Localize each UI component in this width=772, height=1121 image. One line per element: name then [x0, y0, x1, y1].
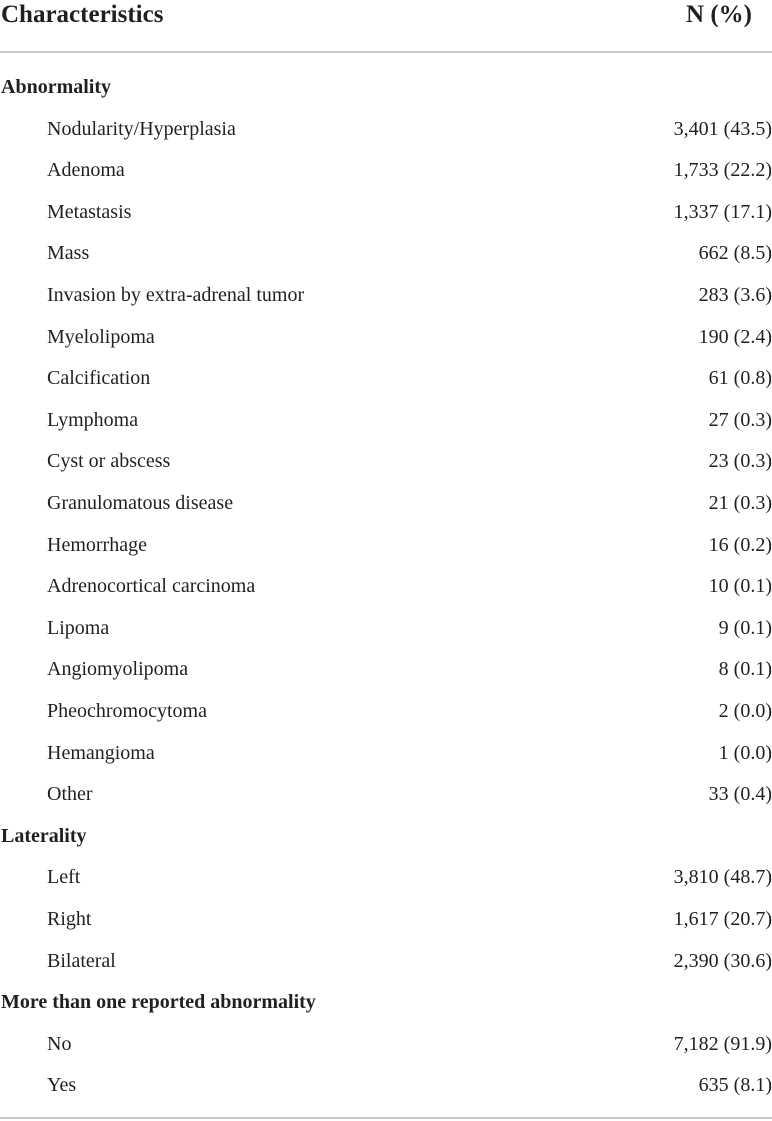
table-row [0, 402, 772, 438]
row-value: 1,733 (22.2) [673, 159, 772, 182]
row-label: Calcification [47, 367, 151, 390]
table-row [0, 568, 772, 604]
row-value: 662 (8.5) [698, 242, 772, 265]
section-row [0, 69, 772, 105]
table-row [0, 1067, 772, 1103]
table-bottom-divider [0, 1117, 772, 1119]
row-label: Invasion by extra-adrenal tumor [47, 284, 305, 306]
row-value: 16 (0.2) [708, 533, 772, 556]
row-value: 3,810 (48.7) [673, 866, 772, 889]
row-label: No [47, 1032, 72, 1055]
table-header [0, 0, 772, 40]
table-row [0, 735, 772, 771]
row-label: Lymphoma [47, 408, 139, 431]
table-row [0, 651, 772, 687]
row-value: 283 (3.6) [698, 284, 772, 306]
table-row [0, 693, 772, 729]
table-row [0, 485, 772, 521]
row-label: Adrenocortical carcinoma [47, 575, 256, 598]
table-row [0, 194, 772, 230]
table-row [0, 319, 772, 355]
table-row [0, 610, 772, 646]
row-value: 10 (0.1) [708, 575, 772, 598]
table-row [0, 1026, 772, 1062]
table-row [0, 443, 772, 479]
row-label: Granulomatous disease [47, 492, 234, 514]
row-value: 190 (2.4) [698, 325, 772, 348]
row-label: Yes [47, 1074, 77, 1097]
row-value: 1,337 (17.1) [673, 200, 772, 223]
row-label: Pheochromocytoma [47, 700, 207, 722]
table-row [0, 943, 772, 979]
row-value: 2,390 (30.6) [673, 949, 772, 972]
row-label: Hemangioma [47, 741, 155, 764]
row-value: 33 (0.4) [708, 783, 772, 806]
row-label: Bilateral [47, 949, 116, 972]
section-label: More than one reported abnormality [1, 991, 316, 1014]
header-n-percent: N (%) [686, 1, 752, 28]
row-label: Angiomyolipoma [47, 658, 189, 681]
row-value: 21 (0.3) [708, 492, 772, 514]
row-label: Other [47, 783, 93, 806]
row-value: 61 (0.8) [708, 367, 772, 390]
section-row [0, 818, 772, 854]
row-value: 2 (0.0) [718, 700, 772, 722]
row-value: 8 (0.1) [718, 658, 772, 681]
row-value: 1 (0.0) [718, 741, 772, 764]
table-row [0, 776, 772, 812]
row-label: Left [47, 866, 81, 889]
row-value: 635 (8.1) [698, 1074, 772, 1097]
section-row [0, 984, 772, 1020]
section-label: Abnormality [1, 76, 111, 98]
table-row [0, 111, 772, 147]
table-row [0, 152, 772, 188]
row-label: Lipoma [47, 616, 110, 639]
row-label: Adenoma [47, 159, 125, 182]
row-value: 23 (0.3) [708, 450, 772, 473]
table-row [0, 277, 772, 313]
table-row [0, 901, 772, 937]
table-row [0, 235, 772, 271]
row-label: Hemorrhage [47, 533, 147, 556]
row-label: Right [47, 908, 92, 930]
row-value: 9 (0.1) [718, 616, 772, 639]
row-value: 27 (0.3) [708, 408, 772, 431]
header-divider [0, 51, 772, 53]
row-label: Cyst or abscess [47, 450, 171, 473]
row-label: Mass [47, 242, 90, 265]
row-label: Myelolipoma [47, 325, 155, 348]
row-label: Metastasis [47, 200, 132, 223]
row-value: 1,617 (20.7) [673, 908, 772, 930]
section-label: Laterality [1, 824, 87, 847]
table-row [0, 527, 772, 563]
table-row [0, 360, 772, 396]
row-value: 3,401 (43.5) [673, 117, 772, 140]
table-row [0, 859, 772, 895]
row-label: Nodularity/Hyperplasia [47, 117, 236, 140]
row-value: 7,182 (91.9) [673, 1032, 772, 1055]
header-characteristics: Characteristics [1, 1, 164, 28]
